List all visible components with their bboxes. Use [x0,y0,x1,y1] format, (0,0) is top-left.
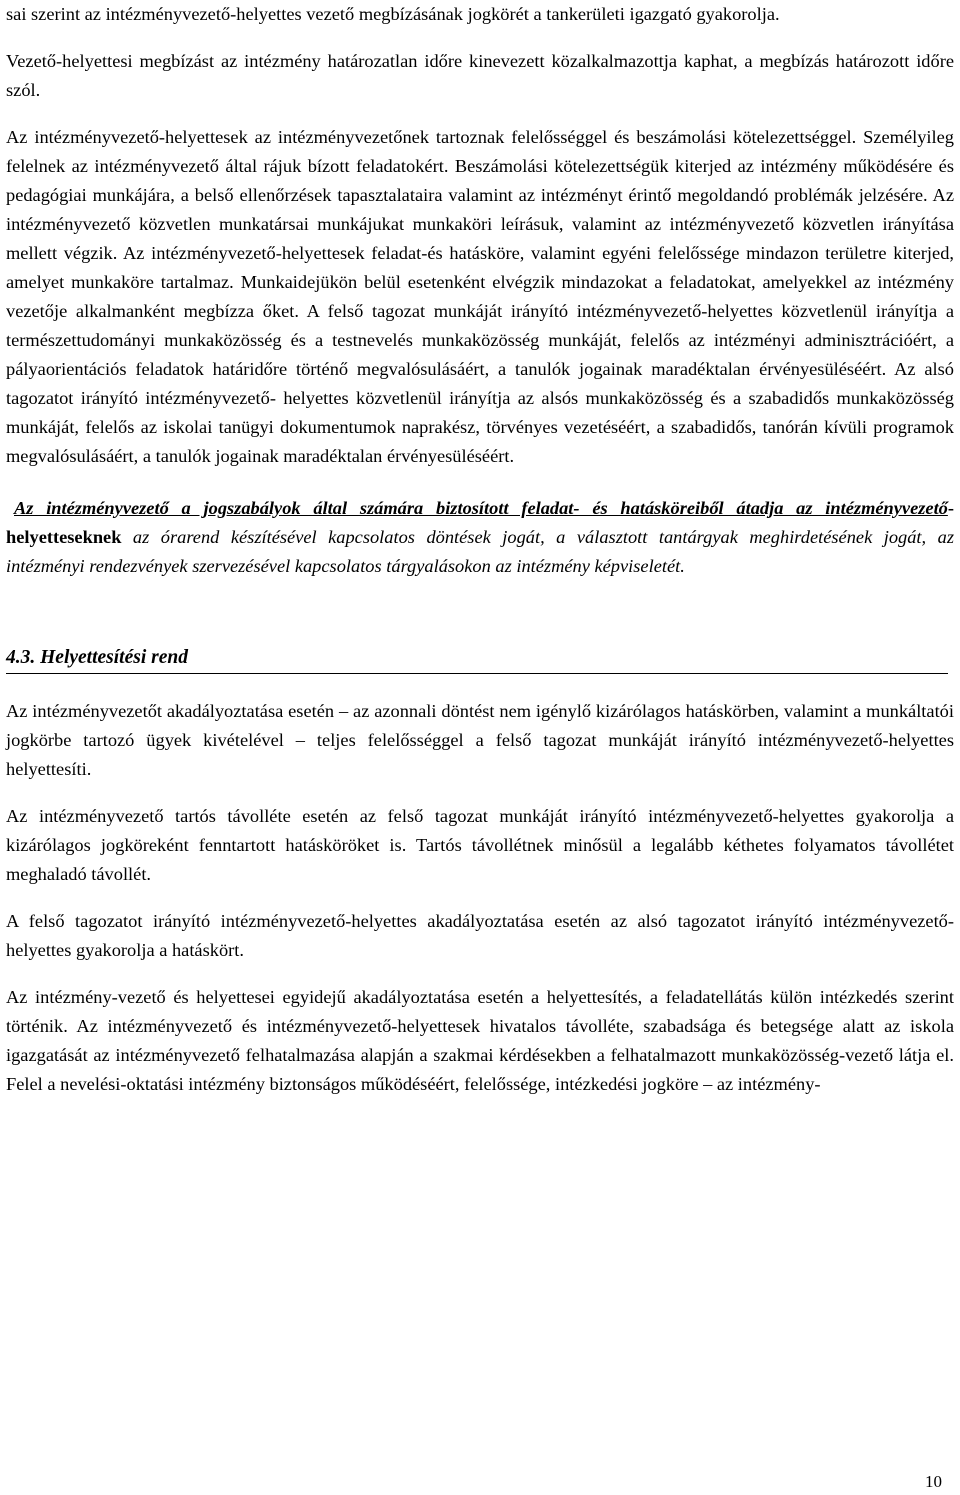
paragraph-substitution-3: A felső tagozatot irányító intézményvezető-helyettes akadályoztatása esetén az alsó tagozatot irányító intézményvezető-helyettes gyakorolja a hatáskört. [6,911,954,960]
paragraph-substitution-4: Az intézmény-vezető és helyettesei egyidejű akadályoztatása esetén a helyettesítés, a feladatellátás külön intézkedés szerint történik. Az intézményvezető és intézményvezető-helyettesek hivatalos távolléte, szabadsága és betegsége alatt az iskola igazgatását az intézményvezető felhatalmazása alapján a szakmai kérdésekben a felhatalmazott munkaközösség-vezető látja el. Felel a nevelési-oktatási intézmény biztonságos működéséért, felelőssége, intézkedési jogköre – az intézmény- [6,987,954,1094]
document-page [6,0,954,1099]
delegation-rest: az órarend készítésével kapcsolatos döntések jogát, a választott tantárgyak meghirdetésének jogát, az intézményi rendezvények szervezésével kapcsolatos tárgyalásokon az intézmény képviseletét. [6,527,954,576]
paragraph-intro: sai szerint az intézményvezető-helyettes vezető megbízásának jogkörét a tankerületi igazgató gyakorolja. [6,4,780,24]
section-number: 4.3. [6,647,36,668]
delegation-bold: -helyetteseknek [6,498,954,547]
paragraph-deputy-duties: Az intézményvezető-helyettesek az intézményvezetőnek tartoznak felelősséggel és beszámolási kötelezettséggel. Személyileg felelnek az intézményvezető által rájuk bízott feladatokért. Beszámolási kötelezettségük kiterjed az intézmény működésére és pedagógiai munkájára, a belső ellenőrzések tapasztalataira valamint az intézményt érintő megoldandó problémák jelzésére. Az intézményvezető közvetlen munkatársai munkájukat munkaköri leírásuk, valamint az intézményvezető közvetlen irányítása mellett végzik. Az intézményvezető-helyettesek feladat-és hatásköre, valamint egyéni felelőssége mindazon területre kiterjed, amelyet munkaköre tartalmaz. Munkaidejükön belül esetenként elvégzik mindazokat a feladatokat, amelyekkel az intézmény vezetője alkalmanként megbízza őket. A felső tagozat munkáját irányító intézményvezető-helyettes közvetlenül irányítja a természettudományi munkaközösség és a testnevelés munkaközösség munkáját, felelős az intézményi adminisztrációért, a pályaorientációs feladatok határidőre történő megvalósulásáért, a tanulók jogainak maradéktalan érvényesüléséért. Az alsó tagozatot irányító intézményvezető- helyettes közvetlenül irányítja az alsós munkaközösség és a szabadidős munkaközösség munkáját, felelős az iskolai tanügyi dokumentumok naprakész, törvényes vezetéséért, a szabadidős, tanórán kívüli programok megvalósulásáért, a tanulók jogainak maradéktalan érvényesüléséért. [6,127,954,466]
delegation-lead: Az intézményvezető a jogszabályok által számára biztosított feladat- és hatásköreiből átadja az intézményvezető [14,498,948,518]
section-heading [6,643,948,674]
paragraph-delegation [6,494,954,581]
paragraph-deputy-appointment: Vezető-helyettesi megbízást az intézmény határozatlan időre kinevezett közalkalmazottja kaphat, a megbízás határozott időre szól. [6,51,954,100]
section-title: Helyettesítési rend [40,647,188,668]
page-number: 10 [925,1472,942,1491]
paragraph-substitution-2: Az intézményvezető tartós távolléte esetén az felső tagozat munkáját irányító intézményvezető-helyettes gyakorolja a kizárólagos jogköreként fenntartott hatásköröket is. Tartós távollétnek minősül a legalább kéthetes folyamatos távollétet meghaladó távollét. [6,806,954,884]
paragraph-substitution-1: Az intézményvezetőt akadályoztatása esetén – az azonnali döntést nem igénylő kizárólagos hatáskörben, valamint a munkáltatói jogkörbe tartozó ügyek kivételével – teljes felelősséggel a felső tagozat munkáját irányító intézményvezető-helyettes helyettesíti. [6,701,954,779]
